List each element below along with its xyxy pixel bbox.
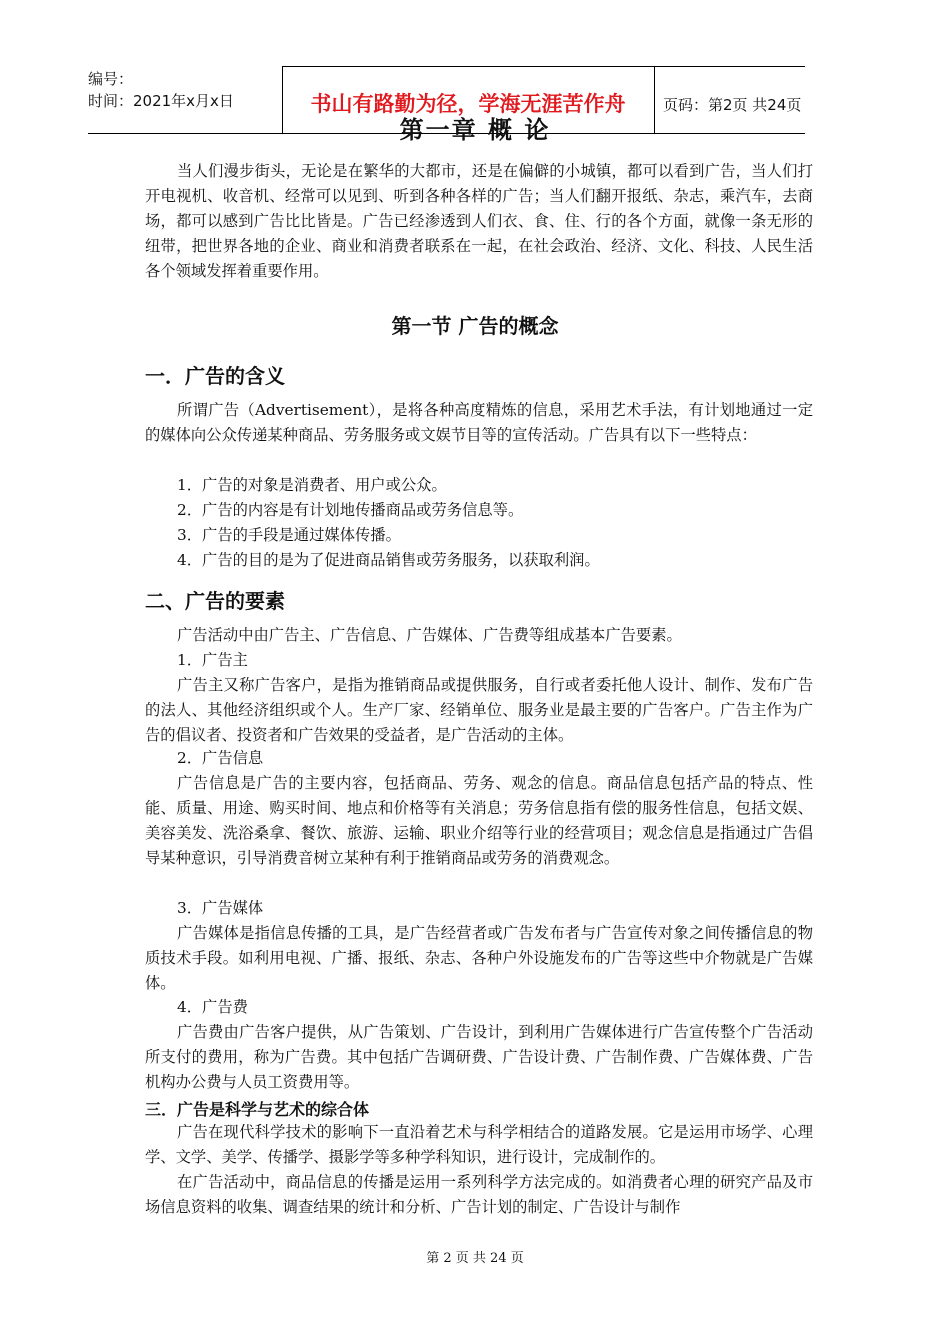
header-top-rule xyxy=(282,66,805,67)
header-motto: 书山有路勤为径，学海无涯苦作舟 xyxy=(310,92,626,116)
element-3-text: 广告媒体是指信息传播的工具，是广告经营者或广告发布者与广告宣传对象之间传播信息的物质技术手段。如利用电视、广播、报纸、杂志、各种户外设施发布的广告等这些中介物就是广告媒体。 xyxy=(145,924,813,992)
science-art-paragraph-1: 广告在现代科学技术的影响下一直沿着艺术与科学相结合的道路发展。它是运用市场学、心理学、文学、美学、传播学、摄影学等多种学科知识，进行设计，完成制作的。 xyxy=(145,1123,813,1166)
science-art-paragraph-2: 在广告活动中，商品信息的传播是运用一系列科学方法完成的。如消费者心理的研究产品及市场信息资料的收集、调查结果的统计和分析、广告计划的制定、广告设计与制作 xyxy=(145,1173,813,1216)
element-2-title: 2．广告信息 xyxy=(177,749,264,767)
element-2-text: 广告信息是广告的主要内容，包括商品、劳务、观念的信息。商品信息包括产品的特点、性能、质量、用途、购买时间、地点和价格等有关消息；劳务信息指有偿的服务性信息，包括文娱、美容美发、洗浴桑拿、餐饮、旅游、运输、职业介绍等行业的经营项目；观念信息是指通过广告倡导某种意识，引导消费音树立某种有利于推销商品或劳务的消费观念。 xyxy=(145,774,813,867)
page-footer: 第 2 页 共 24 页 xyxy=(426,1251,524,1266)
heading-science-art: 三．广告是科学与艺术的综合体 xyxy=(145,1100,370,1119)
header-meta xyxy=(88,68,234,112)
element-1-text: 广告主又称广告客户，是指为推销商品或提供服务，自行或者委托他人设计、制作、发布广告的法人、其他经济组织或个人。生产厂家、经销单位、服务业是最主要的广告客户。广告主作为广告的倡议者、投资者和广告效果的受益者，是广告活动的主体。 xyxy=(145,676,813,744)
feature-item-2: 2．广告的内容是有计划地传播商品或劳务信息等。 xyxy=(177,501,524,519)
feature-item-3: 3．广告的手段是通过媒体传播。 xyxy=(177,526,401,544)
element-4-title: 4．广告费 xyxy=(177,998,248,1016)
elements-intro: 广告活动中由广告主、广告信息、广告媒体、广告费等组成基本广告要素。 xyxy=(177,626,682,644)
feature-item-1: 1．广告的对象是消费者、用户或公众。 xyxy=(177,476,447,494)
serial-label: 编号： xyxy=(88,70,134,88)
section-title: 第一节 广告的概念 xyxy=(391,314,559,338)
heading-elements: 二、广告的要素 xyxy=(145,589,285,613)
definition-paragraph: 所谓广告（Advertisement），是将各种高度精炼的信息，采用艺术手法，有计划地通过一定的媒体向公众传递某种商品、劳务服务或文娱节目等的宣传活动。广告具有以下一些特点： xyxy=(145,401,813,444)
element-3-title: 3．广告媒体 xyxy=(177,899,264,917)
intro-paragraph: 当人们漫步街头，无论是在繁华的大都市，还是在偏僻的小城镇，都可以看到广告，当人们打开电视机、收音机、经常可以见到、听到各种各样的广告；当人们翻开报纸、杂志，乘汽车，去商场，都可以感到广告比比皆是。广告已经渗透到人们衣、食、住、行的各个方面，就像一条无形的纽带，把世界各地的企业、商业和消费者联系在一起，在社会政治、经济、文化、科技、人民生活各个领域发挥着重要作用。 xyxy=(145,162,813,280)
heading-definition: 一．广告的含义 xyxy=(145,364,285,388)
time-label: 时间：2021年x月x日 xyxy=(88,92,234,110)
feature-item-4: 4．广告的目的是为了促进商品销售或劳务服务，以获取利润。 xyxy=(177,551,600,569)
header-page-label: 页码：第2页 共24页 xyxy=(663,96,802,114)
chapter-title: 第一章 概 论 xyxy=(399,116,551,144)
element-1-title: 1．广告主 xyxy=(177,651,248,669)
element-4-text: 广告费由广告客户提供，从广告策划、广告设计，到利用广告媒体进行广告宣传整个广告活动所支付的费用，称为广告费。其中包括广告调研费、广告设计费、广告制作费、广告媒体费、广告机构办公费与人员工资费用等。 xyxy=(145,1023,813,1091)
